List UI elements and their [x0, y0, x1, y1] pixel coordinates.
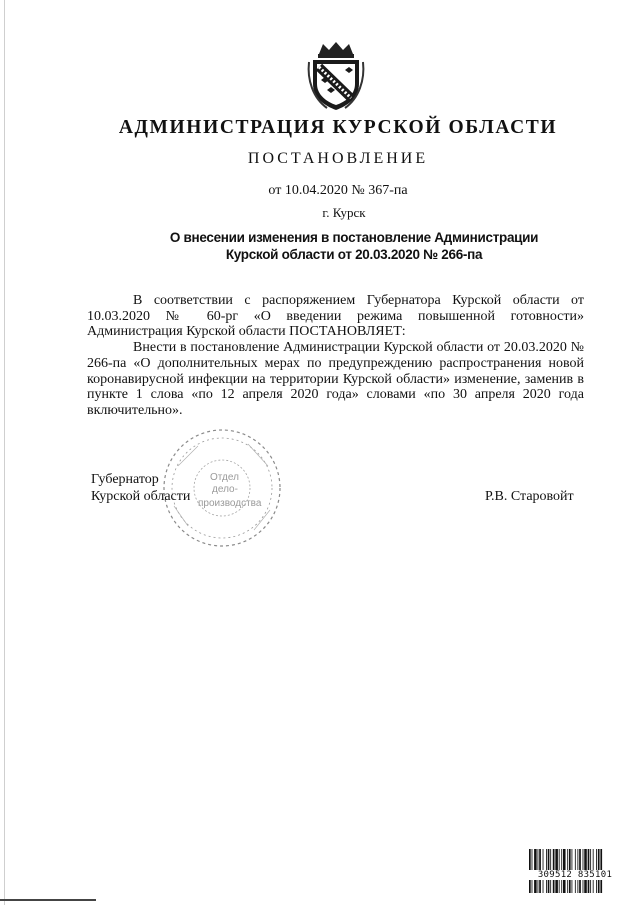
body-paragraph: Внести в постановление Администрации Курской области от 20.03.2020 № 266-па «О дополнительных мерах по предупреждению распространения новой коронавирусной инфекции на территории Курской области» изменение, заменив в пункте 1 слова «по 12 апреля 2020 года» словами «по 30 апреля 2020 года включительно». [87, 340, 584, 418]
stamp-text: производства [198, 498, 262, 509]
organization-title: АДМИНИСТРАЦИЯ КУРСКОЙ ОБЛАСТИ [118, 117, 558, 138]
bottom-line [0, 899, 96, 901]
barcode-number: 309512 835101 [527, 870, 623, 880]
position-line: Губернатор [91, 472, 159, 487]
subject-line: Курской области от 20.03.2020 № 266-па [225, 247, 483, 262]
signatory-name: Р.В. Старовойт [485, 489, 574, 504]
coat-of-arms-icon [305, 40, 367, 112]
position-line: Курской области [91, 489, 191, 504]
document-date-number: от 10.04.2020 № 367-па [268, 183, 408, 198]
left-margin-line [4, 0, 5, 905]
stamp-text: дело- [212, 484, 238, 495]
document-type: ПОСТАНОВЛЕНИЕ [247, 150, 429, 167]
subject-line: О внесении изменения в постановление Администрации [169, 230, 539, 245]
stamp-text: Отдел [210, 472, 239, 483]
signatory-position [91, 471, 190, 505]
body-paragraph: В соответствии с распоряжением Губернатора Курской области от 10.03.2020 № 60-рг «О введении режима повышенной готовности» Администрация Курской области ПОСТАНОВЛЯЕТ: [87, 293, 584, 340]
document-place: г. Курск [322, 205, 366, 220]
document-body [87, 293, 584, 419]
document-subject [34, 229, 640, 263]
